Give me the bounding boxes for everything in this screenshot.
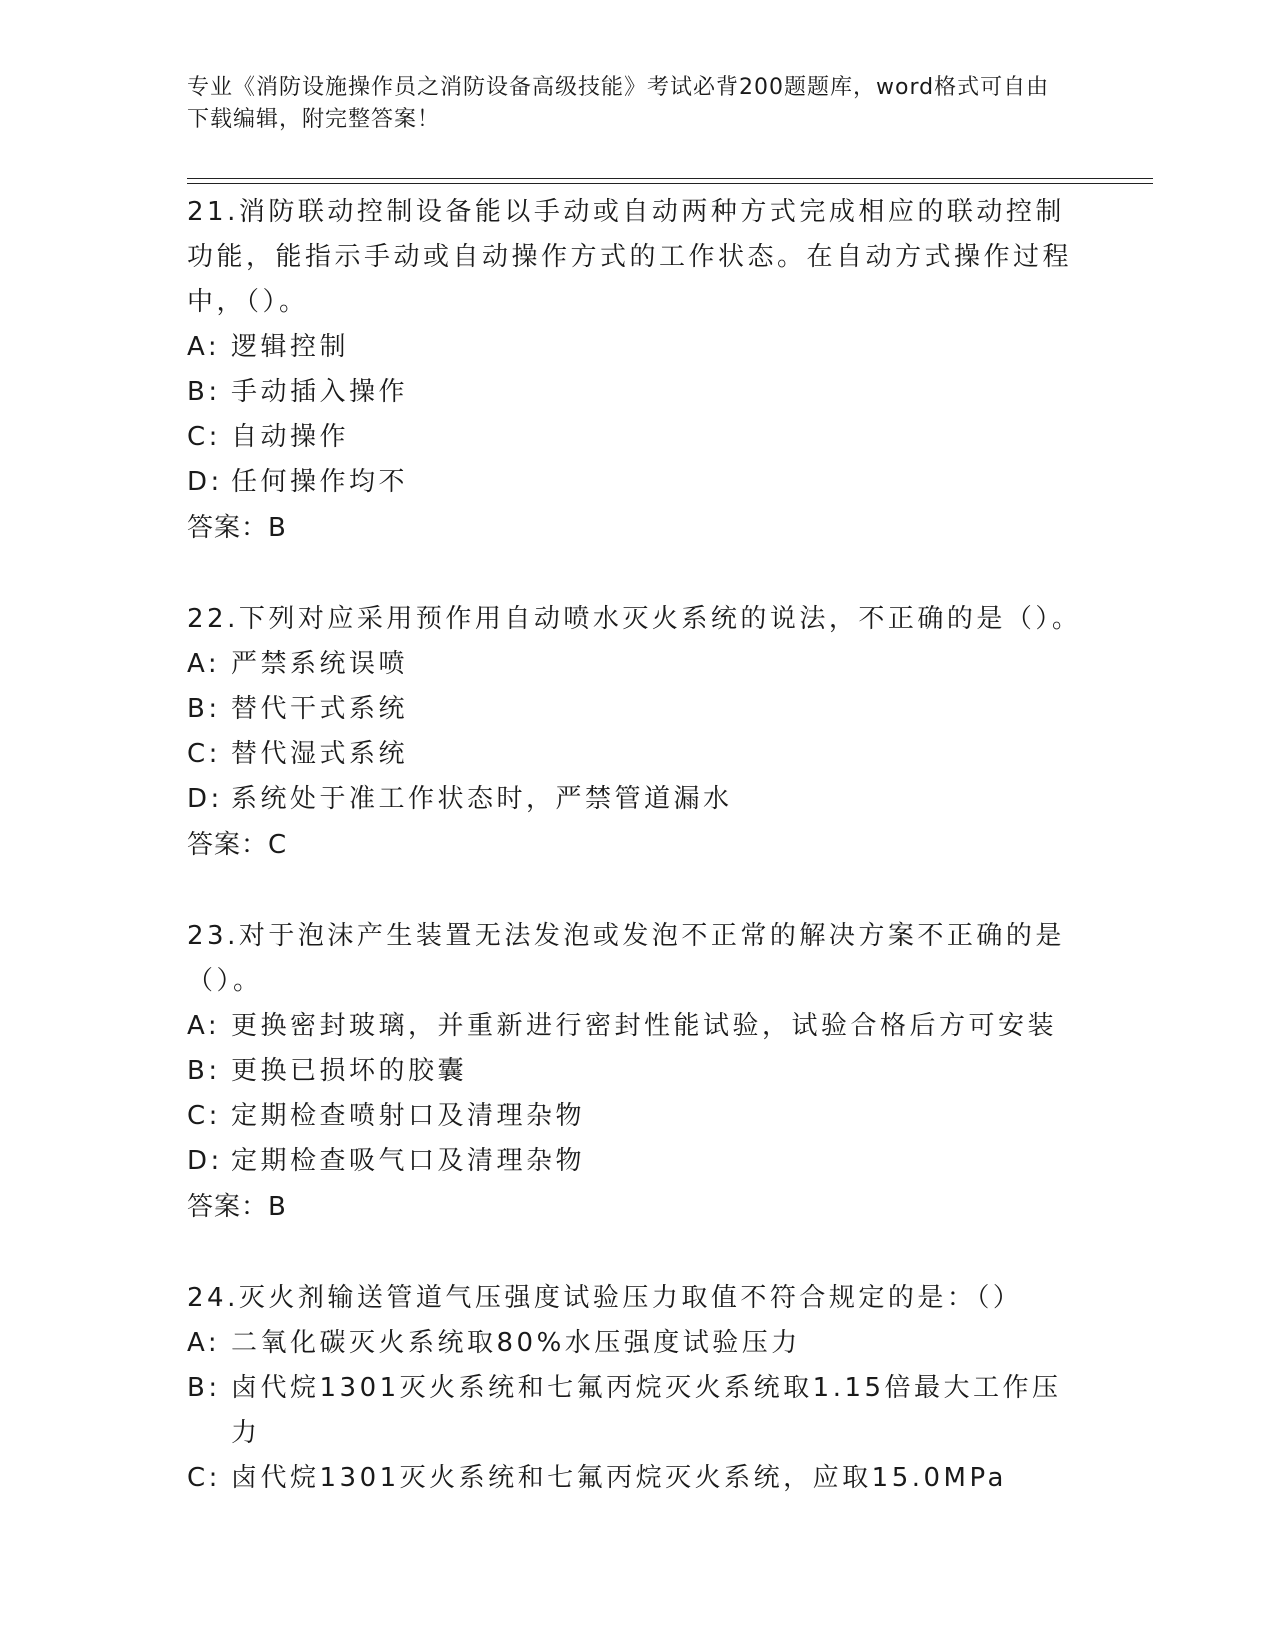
option-b (187, 1049, 1087, 1094)
option-text: 逻辑控制 (231, 332, 350, 362)
option-label: C: (187, 1101, 221, 1131)
question-text: 22.下列对应采用预作用自动喷水灭火系统的说法，不正确的是（）。 (187, 604, 1082, 634)
option-text: 自动操作 (231, 422, 350, 452)
option-text: 系统处于准工作状态时，严禁管道漏水 (231, 784, 733, 814)
option-text: 更换已损坏的胶囊 (231, 1056, 468, 1086)
option-text: 替代湿式系统 (231, 739, 409, 769)
option-label: B: (187, 377, 221, 407)
option-b (187, 370, 1087, 415)
option-text: 二氧化碳灭火系统取80%水压强度试验压力 (231, 1328, 801, 1358)
option-text: 替代干式系统 (231, 694, 409, 724)
option-d (187, 1139, 1087, 1184)
option-a (187, 1321, 1087, 1366)
option-label: A: (187, 332, 221, 362)
option-label: A: (187, 1011, 221, 1041)
answer: 答案：C (187, 830, 288, 860)
header-divider-bottom (187, 183, 1153, 184)
header-divider-top (187, 178, 1153, 179)
question-text: 23.对于泡沫产生装置无法发泡或发泡不正常的解决方案不正确的是（）。 (187, 921, 1065, 996)
option-c (187, 732, 1087, 777)
question-23 (187, 914, 1087, 1230)
option-label: A: (187, 1328, 221, 1358)
option-b (187, 687, 1087, 732)
option-label: A: (187, 649, 221, 679)
option-label: C: (187, 739, 221, 769)
option-text: 任何操作均不 (231, 467, 409, 497)
option-label: B: (187, 694, 221, 724)
question-22 (187, 597, 1087, 868)
option-c (187, 415, 1087, 460)
question-list (187, 190, 1087, 1547)
option-label: B: (187, 1373, 221, 1403)
option-a (187, 642, 1087, 687)
option-text: 手动插入操作 (231, 377, 409, 407)
option-a (187, 1004, 1087, 1049)
option-label: C: (187, 1463, 221, 1493)
option-a (187, 325, 1087, 370)
option-text: 卤代烷1301灭火系统和七氟丙烷灭火系统取1.15倍最大工作压力 (231, 1373, 1062, 1448)
question-21 (187, 190, 1087, 551)
option-text: 定期检查吸气口及清理杂物 (231, 1146, 586, 1176)
option-text: 严禁系统误喷 (231, 649, 409, 679)
option-text: 更换密封玻璃，并重新进行密封性能试验，试验合格后方可安装 (231, 1011, 1058, 1041)
question-text: 24.灭火剂输送管道气压强度试验压力取值不符合规定的是：（） (187, 1283, 1023, 1313)
document-header: 专业《消防设施操作员之消防设备高级技能》考试必背200题题库，word格式可自由下载编辑，附完整答案！ (187, 75, 1050, 132)
question-24 (187, 1276, 1087, 1501)
option-label: D: (187, 467, 223, 497)
option-label: D: (187, 1146, 223, 1176)
question-text: 21.消防联动控制设备能以手动或自动两种方式完成相应的联动控制功能，能指示手动或自动操作方式的工作状态。在自动方式操作过程中，（）。 (187, 197, 1073, 317)
answer: 答案：B (187, 513, 287, 543)
option-b (187, 1366, 1087, 1456)
option-label: C: (187, 422, 221, 452)
option-text: 定期检查喷射口及清理杂物 (231, 1101, 586, 1131)
option-c (187, 1456, 1087, 1501)
option-d (187, 777, 1087, 822)
option-c (187, 1094, 1087, 1139)
answer: 答案：B (187, 1192, 287, 1222)
option-text: 卤代烷1301灭火系统和七氟丙烷灭火系统，应取15.0MPa (231, 1463, 1007, 1493)
option-d (187, 460, 1087, 505)
option-label: D: (187, 784, 223, 814)
option-label: B: (187, 1056, 221, 1086)
